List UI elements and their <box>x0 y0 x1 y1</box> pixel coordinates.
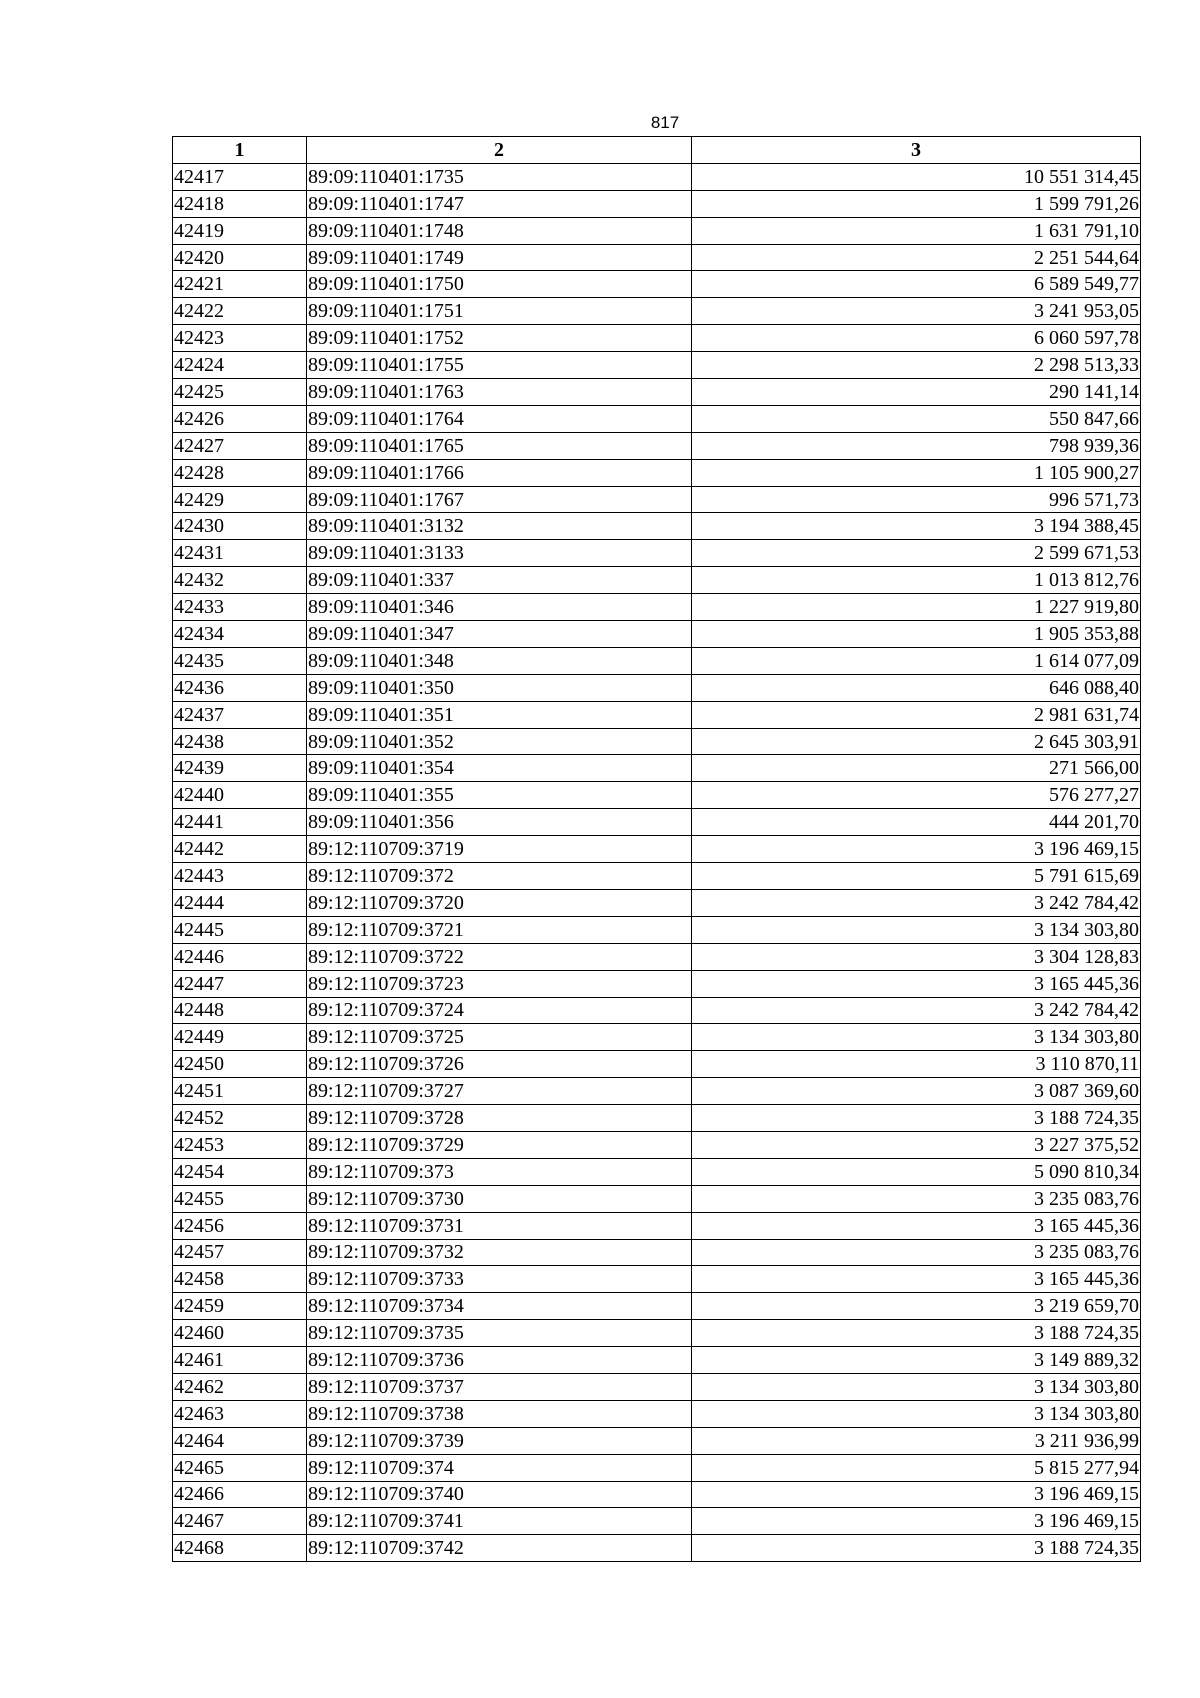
row-number-cell: 42427 <box>173 432 307 459</box>
value-cell: 996 571,73 <box>692 486 1141 513</box>
header-column-1: 1 <box>173 137 307 164</box>
row-number-cell: 42449 <box>173 1024 307 1051</box>
row-number-cell: 42440 <box>173 782 307 809</box>
table-row <box>173 1158 1141 1185</box>
value-cell: 5 090 810,34 <box>692 1158 1141 1185</box>
row-number-cell: 42442 <box>173 836 307 863</box>
table-row <box>173 325 1141 352</box>
table-row <box>173 190 1141 217</box>
value-cell: 3 134 303,80 <box>692 1373 1141 1400</box>
table-row <box>173 1239 1141 1266</box>
value-cell: 3 188 724,35 <box>692 1105 1141 1132</box>
table-row <box>173 1105 1141 1132</box>
cadastral-number-cell: 89:12:110709:372 <box>307 863 692 890</box>
table-row <box>173 379 1141 406</box>
row-number-cell: 42431 <box>173 540 307 567</box>
row-number-cell: 42435 <box>173 647 307 674</box>
value-cell: 3 165 445,36 <box>692 970 1141 997</box>
cadastral-number-cell: 89:12:110709:3721 <box>307 916 692 943</box>
header-column-3: 3 <box>692 137 1141 164</box>
row-number-cell: 42468 <box>173 1535 307 1562</box>
table-row <box>173 1266 1141 1293</box>
row-number-cell: 42443 <box>173 863 307 890</box>
value-cell: 3 165 445,36 <box>692 1266 1141 1293</box>
value-cell: 10 551 314,45 <box>692 163 1141 190</box>
table-row <box>173 1131 1141 1158</box>
table-row <box>173 701 1141 728</box>
table-row <box>173 916 1141 943</box>
row-number-cell: 42448 <box>173 997 307 1024</box>
table-row <box>173 997 1141 1024</box>
row-number-cell: 42453 <box>173 1131 307 1158</box>
row-number-cell: 42419 <box>173 217 307 244</box>
value-cell: 1 599 791,26 <box>692 190 1141 217</box>
value-cell: 798 939,36 <box>692 432 1141 459</box>
header-row <box>173 137 1141 164</box>
value-cell: 3 235 083,76 <box>692 1239 1141 1266</box>
table-row <box>173 1481 1141 1508</box>
cadastral-number-cell: 89:12:110709:3738 <box>307 1400 692 1427</box>
cadastral-number-cell: 89:12:110709:3739 <box>307 1427 692 1454</box>
table-row <box>173 1293 1141 1320</box>
row-number-cell: 42437 <box>173 701 307 728</box>
row-number-cell: 42438 <box>173 728 307 755</box>
table-row <box>173 513 1141 540</box>
cadastral-number-cell: 89:12:110709:3741 <box>307 1508 692 1535</box>
value-cell: 1 227 919,80 <box>692 594 1141 621</box>
cadastral-number-cell: 89:12:110709:3724 <box>307 997 692 1024</box>
cadastral-number-cell: 89:09:110401:354 <box>307 755 692 782</box>
cadastral-number-cell: 89:09:110401:3133 <box>307 540 692 567</box>
table-row <box>173 405 1141 432</box>
value-cell: 5 791 615,69 <box>692 863 1141 890</box>
table-body <box>173 163 1141 1561</box>
cadastral-number-cell: 89:09:110401:1766 <box>307 459 692 486</box>
cadastral-number-cell: 89:12:110709:3735 <box>307 1320 692 1347</box>
value-cell: 3 196 469,15 <box>692 1481 1141 1508</box>
value-cell: 2 981 631,74 <box>692 701 1141 728</box>
table-row <box>173 486 1141 513</box>
table-row <box>173 271 1141 298</box>
value-cell: 3 242 784,42 <box>692 997 1141 1024</box>
table-row <box>173 1051 1141 1078</box>
table-row <box>173 352 1141 379</box>
value-cell: 3 241 953,05 <box>692 298 1141 325</box>
cadastral-number-cell: 89:12:110709:373 <box>307 1158 692 1185</box>
cadastral-number-cell: 89:12:110709:3737 <box>307 1373 692 1400</box>
row-number-cell: 42426 <box>173 405 307 432</box>
row-number-cell: 42457 <box>173 1239 307 1266</box>
row-number-cell: 42461 <box>173 1347 307 1374</box>
cadastral-number-cell: 89:09:110401:1751 <box>307 298 692 325</box>
row-number-cell: 42433 <box>173 594 307 621</box>
value-cell: 5 815 277,94 <box>692 1454 1141 1481</box>
cadastral-number-cell: 89:09:110401:1765 <box>307 432 692 459</box>
value-cell: 1 013 812,76 <box>692 567 1141 594</box>
row-number-cell: 42439 <box>173 755 307 782</box>
value-cell: 550 847,66 <box>692 405 1141 432</box>
value-cell: 290 141,14 <box>692 379 1141 406</box>
value-cell: 3 188 724,35 <box>692 1320 1141 1347</box>
table-row <box>173 674 1141 701</box>
table-row <box>173 298 1141 325</box>
value-cell: 3 134 303,80 <box>692 916 1141 943</box>
row-number-cell: 42418 <box>173 190 307 217</box>
table-row <box>173 1427 1141 1454</box>
cadastral-number-cell: 89:12:110709:3719 <box>307 836 692 863</box>
table-row <box>173 970 1141 997</box>
table-row <box>173 1454 1141 1481</box>
cadastral-number-cell: 89:12:110709:3740 <box>307 1481 692 1508</box>
table-row <box>173 459 1141 486</box>
cadastral-number-cell: 89:12:110709:3734 <box>307 1293 692 1320</box>
registry-table <box>172 136 1141 1562</box>
cadastral-number-cell: 89:12:110709:3726 <box>307 1051 692 1078</box>
value-cell: 3 134 303,80 <box>692 1024 1141 1051</box>
row-number-cell: 42451 <box>173 1078 307 1105</box>
value-cell: 3 134 303,80 <box>692 1400 1141 1427</box>
row-number-cell: 42462 <box>173 1373 307 1400</box>
row-number-cell: 42466 <box>173 1481 307 1508</box>
cadastral-number-cell: 89:09:110401:1752 <box>307 325 692 352</box>
table-header <box>173 137 1141 164</box>
value-cell: 646 088,40 <box>692 674 1141 701</box>
table-row <box>173 1373 1141 1400</box>
value-cell: 6 589 549,77 <box>692 271 1141 298</box>
value-cell: 3 211 936,99 <box>692 1427 1141 1454</box>
row-number-cell: 42455 <box>173 1185 307 1212</box>
cadastral-number-cell: 89:12:110709:3728 <box>307 1105 692 1132</box>
value-cell: 444 201,70 <box>692 809 1141 836</box>
table-row <box>173 755 1141 782</box>
cadastral-number-cell: 89:09:110401:347 <box>307 621 692 648</box>
row-number-cell: 42450 <box>173 1051 307 1078</box>
value-cell: 271 566,00 <box>692 755 1141 782</box>
value-cell: 3 149 889,32 <box>692 1347 1141 1374</box>
cadastral-number-cell: 89:12:110709:3727 <box>307 1078 692 1105</box>
cadastral-number-cell: 89:09:110401:1749 <box>307 244 692 271</box>
cadastral-number-cell: 89:12:110709:3733 <box>307 1266 692 1293</box>
cadastral-number-cell: 89:09:110401:1764 <box>307 405 692 432</box>
row-number-cell: 42467 <box>173 1508 307 1535</box>
table-row <box>173 782 1141 809</box>
cadastral-number-cell: 89:12:110709:3742 <box>307 1535 692 1562</box>
value-cell: 576 277,27 <box>692 782 1141 809</box>
row-number-cell: 42432 <box>173 567 307 594</box>
table-row <box>173 1508 1141 1535</box>
row-number-cell: 42445 <box>173 916 307 943</box>
cadastral-number-cell: 89:12:110709:374 <box>307 1454 692 1481</box>
cadastral-number-cell: 89:09:110401:351 <box>307 701 692 728</box>
cadastral-number-cell: 89:09:110401:1735 <box>307 163 692 190</box>
table-row <box>173 836 1141 863</box>
value-cell: 3 242 784,42 <box>692 889 1141 916</box>
table-row <box>173 594 1141 621</box>
cadastral-number-cell: 89:12:110709:3730 <box>307 1185 692 1212</box>
cadastral-number-cell: 89:12:110709:3736 <box>307 1347 692 1374</box>
row-number-cell: 42436 <box>173 674 307 701</box>
table-row <box>173 244 1141 271</box>
cadastral-number-cell: 89:09:110401:346 <box>307 594 692 621</box>
value-cell: 2 298 513,33 <box>692 352 1141 379</box>
table-row <box>173 1185 1141 1212</box>
table-row <box>173 889 1141 916</box>
cadastral-number-cell: 89:09:110401:348 <box>307 647 692 674</box>
row-number-cell: 42452 <box>173 1105 307 1132</box>
cadastral-number-cell: 89:09:110401:337 <box>307 567 692 594</box>
table-row <box>173 621 1141 648</box>
row-number-cell: 42428 <box>173 459 307 486</box>
value-cell: 3 196 469,15 <box>692 836 1141 863</box>
table-row <box>173 540 1141 567</box>
row-number-cell: 42444 <box>173 889 307 916</box>
row-number-cell: 42454 <box>173 1158 307 1185</box>
value-cell: 2 599 671,53 <box>692 540 1141 567</box>
table-row <box>173 863 1141 890</box>
row-number-cell: 42417 <box>173 163 307 190</box>
table-row <box>173 432 1141 459</box>
row-number-cell: 42434 <box>173 621 307 648</box>
table-row <box>173 809 1141 836</box>
table-row <box>173 728 1141 755</box>
cadastral-number-cell: 89:09:110401:3132 <box>307 513 692 540</box>
row-number-cell: 42459 <box>173 1293 307 1320</box>
value-cell: 3 188 724,35 <box>692 1535 1141 1562</box>
table-row <box>173 163 1141 190</box>
row-number-cell: 42446 <box>173 943 307 970</box>
row-number-cell: 42458 <box>173 1266 307 1293</box>
value-cell: 3 165 445,36 <box>692 1212 1141 1239</box>
page-number: 817 <box>650 113 680 132</box>
table-row <box>173 1347 1141 1374</box>
row-number-cell: 42465 <box>173 1454 307 1481</box>
row-number-cell: 42463 <box>173 1400 307 1427</box>
value-cell: 2 251 544,64 <box>692 244 1141 271</box>
value-cell: 3 087 369,60 <box>692 1078 1141 1105</box>
table-row <box>173 567 1141 594</box>
cadastral-number-cell: 89:12:110709:3720 <box>307 889 692 916</box>
value-cell: 2 645 303,91 <box>692 728 1141 755</box>
row-number-cell: 42429 <box>173 486 307 513</box>
cadastral-number-cell: 89:09:110401:355 <box>307 782 692 809</box>
row-number-cell: 42456 <box>173 1212 307 1239</box>
cadastral-number-cell: 89:09:110401:1747 <box>307 190 692 217</box>
cadastral-number-cell: 89:12:110709:3732 <box>307 1239 692 1266</box>
row-number-cell: 42464 <box>173 1427 307 1454</box>
cadastral-number-cell: 89:09:110401:1763 <box>307 379 692 406</box>
value-cell: 6 060 597,78 <box>692 325 1141 352</box>
value-cell: 3 196 469,15 <box>692 1508 1141 1535</box>
row-number-cell: 42423 <box>173 325 307 352</box>
cadastral-number-cell: 89:12:110709:3723 <box>307 970 692 997</box>
row-number-cell: 42425 <box>173 379 307 406</box>
table-row <box>173 217 1141 244</box>
table-row <box>173 1078 1141 1105</box>
row-number-cell: 42447 <box>173 970 307 997</box>
row-number-cell: 42460 <box>173 1320 307 1347</box>
value-cell: 3 219 659,70 <box>692 1293 1141 1320</box>
table-row <box>173 943 1141 970</box>
cadastral-number-cell: 89:09:110401:352 <box>307 728 692 755</box>
value-cell: 1 631 791,10 <box>692 217 1141 244</box>
cadastral-number-cell: 89:12:110709:3725 <box>307 1024 692 1051</box>
row-number-cell: 42441 <box>173 809 307 836</box>
table-row <box>173 1320 1141 1347</box>
row-number-cell: 42421 <box>173 271 307 298</box>
row-number-cell: 42422 <box>173 298 307 325</box>
cadastral-number-cell: 89:09:110401:1750 <box>307 271 692 298</box>
value-cell: 3 194 388,45 <box>692 513 1141 540</box>
table-row <box>173 1400 1141 1427</box>
value-cell: 1 614 077,09 <box>692 647 1141 674</box>
cadastral-number-cell: 89:09:110401:1748 <box>307 217 692 244</box>
table-row <box>173 647 1141 674</box>
header-column-2: 2 <box>307 137 692 164</box>
cadastral-number-cell: 89:09:110401:350 <box>307 674 692 701</box>
row-number-cell: 42424 <box>173 352 307 379</box>
table-row <box>173 1024 1141 1051</box>
cadastral-number-cell: 89:09:110401:1755 <box>307 352 692 379</box>
value-cell: 3 227 375,52 <box>692 1131 1141 1158</box>
cadastral-number-cell: 89:09:110401:1767 <box>307 486 692 513</box>
cadastral-number-cell: 89:12:110709:3722 <box>307 943 692 970</box>
table-row <box>173 1535 1141 1562</box>
value-cell: 3 110 870,11 <box>692 1051 1141 1078</box>
value-cell: 1 905 353,88 <box>692 621 1141 648</box>
row-number-cell: 42420 <box>173 244 307 271</box>
table-row <box>173 1212 1141 1239</box>
value-cell: 1 105 900,27 <box>692 459 1141 486</box>
cadastral-number-cell: 89:12:110709:3729 <box>307 1131 692 1158</box>
cadastral-number-cell: 89:12:110709:3731 <box>307 1212 692 1239</box>
cadastral-number-cell: 89:09:110401:356 <box>307 809 692 836</box>
row-number-cell: 42430 <box>173 513 307 540</box>
value-cell: 3 304 128,83 <box>692 943 1141 970</box>
value-cell: 3 235 083,76 <box>692 1185 1141 1212</box>
